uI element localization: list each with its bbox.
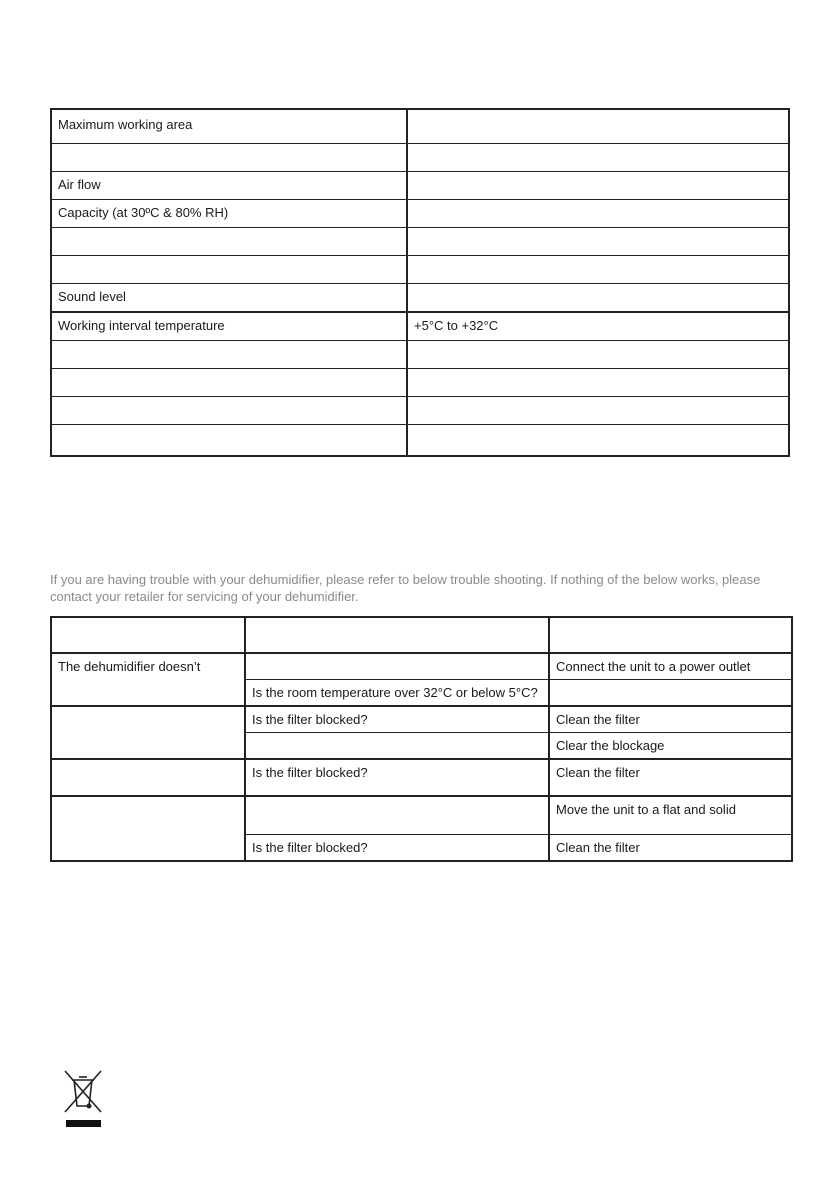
specifications-table [50,108,790,457]
spec-row [51,144,789,172]
spec-value [407,228,789,256]
spec-label [51,425,407,457]
spec-row [51,369,789,397]
spec-value [407,369,789,397]
spec-value [407,200,789,228]
spec-row [51,256,789,284]
spec-label [51,256,407,284]
problem-cell: The dehumidifier doesn’t [51,653,245,706]
cause-cell: Is the filter blocked? [245,835,549,862]
problem-cell [51,796,245,861]
spec-value [407,397,789,425]
solution-cell: Clean the filter [549,759,792,796]
cause-cell [245,796,549,835]
spec-row [51,109,789,144]
cause-column-header [245,617,549,653]
spec-value [407,172,789,200]
troubleshooting-table [50,616,793,862]
spec-row [51,200,789,228]
spec-label: Capacity (at 30ºC & 80% RH) [51,200,407,228]
cause-cell: Is the filter blocked? [245,706,549,733]
cause-cell [245,653,549,680]
spec-value [407,284,789,313]
table-row [51,796,792,835]
cause-cell: Is the filter blocked? [245,759,549,796]
cause-cell [245,733,549,760]
troubleshooting-intro: If you are having trouble with your dehumidifier, please refer to below trouble shooting. If nothing of the below works, please contact your retailer for servicing of your dehumidifier. [50,572,761,604]
solution-cell: Connect the unit to a power outlet [549,653,792,680]
spec-label: Maximum working area [51,109,407,144]
table-row [51,759,792,796]
spec-row [51,228,789,256]
spec-label: Sound level [51,284,407,313]
spec-row [51,172,789,200]
spec-label: Air flow [51,172,407,200]
spec-row [51,341,789,369]
spec-row [51,397,789,425]
spec-label [51,341,407,369]
spec-label [51,228,407,256]
spec-label: Working interval temperature [51,312,407,341]
solution-cell [549,680,792,707]
spec-value [407,256,789,284]
table-row [51,653,792,680]
solution-cell: Clear the blockage [549,733,792,760]
solution-column-header [549,617,792,653]
spec-value [407,109,789,144]
spec-label [51,397,407,425]
spec-row [51,425,789,457]
spec-label [51,369,407,397]
problem-column-header [51,617,245,653]
spec-row [51,312,789,341]
spec-row [51,284,789,313]
solution-cell: Move the unit to a flat and solid [549,796,792,835]
table-header-row [51,617,792,653]
problem-cell [51,759,245,796]
crossed-out-wheelie-bin-icon [62,1068,104,1130]
problem-cell [51,706,245,759]
spec-value: +5°C to +32°C [407,312,789,341]
spec-value [407,341,789,369]
cause-cell: Is the room temperature over 32°C or below 5°C? [245,680,549,707]
spec-value [407,425,789,457]
table-row [51,706,792,733]
spec-value [407,144,789,172]
solution-cell: Clean the filter [549,706,792,733]
solution-cell: Clean the filter [549,835,792,862]
spec-label [51,144,407,172]
